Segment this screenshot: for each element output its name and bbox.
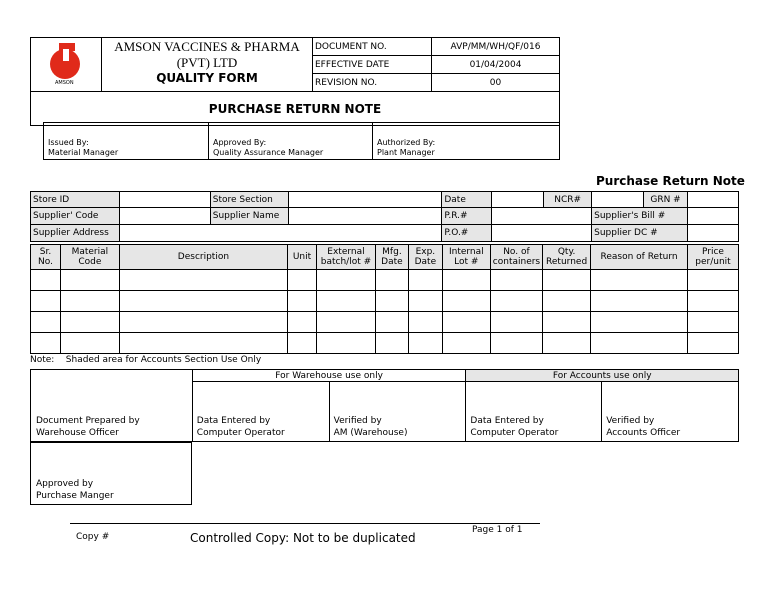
table-cell[interactable] xyxy=(543,312,591,333)
column-header-line: batch/lot # xyxy=(320,257,372,267)
column-header-line: containers xyxy=(492,257,541,267)
column-header xyxy=(375,245,408,270)
authorized-by-value: Plant Manager xyxy=(377,148,435,157)
table-cell[interactable] xyxy=(316,312,375,333)
supplier-code-input[interactable] xyxy=(119,208,210,225)
revision-value: 00 xyxy=(432,74,560,92)
logo-text: AMSON xyxy=(55,80,74,86)
table-cell[interactable] xyxy=(591,333,688,354)
page-number: Page 1 of 1 xyxy=(472,525,523,535)
footer-line xyxy=(70,523,540,524)
supplier-dc-label: Supplier DC # xyxy=(592,225,688,242)
data-entered-cell xyxy=(192,382,329,442)
issued-by-label: Issued By: xyxy=(48,138,89,147)
po-label: P.O.# xyxy=(442,225,492,242)
table-cell[interactable] xyxy=(288,312,317,333)
supplier-name-label: Supplier Name xyxy=(210,208,288,225)
table-row xyxy=(31,333,739,354)
column-header xyxy=(442,245,490,270)
table-cell[interactable] xyxy=(490,333,542,354)
pr-input[interactable] xyxy=(492,208,592,225)
right-title: Purchase Return Note xyxy=(596,174,745,188)
column-header-line: Qty. xyxy=(557,247,576,257)
table-cell[interactable] xyxy=(591,312,688,333)
column-header xyxy=(31,245,61,270)
table-cell[interactable] xyxy=(442,291,490,312)
table-cell[interactable] xyxy=(119,312,287,333)
date-label: Date xyxy=(442,192,492,208)
effective-date-value: 01/04/2004 xyxy=(432,56,560,74)
column-header-line: Code xyxy=(78,257,102,267)
verified-am-label: Verified by xyxy=(333,416,382,426)
table-cell[interactable] xyxy=(543,270,591,291)
column-header-line: External xyxy=(327,247,365,257)
issued-by-value: Material Manager xyxy=(48,148,119,157)
ncr-label: NCR# xyxy=(544,192,592,208)
column-header xyxy=(543,245,591,270)
form-title: PURCHASE RETURN NOTE xyxy=(31,92,560,126)
column-header-line: Date xyxy=(414,257,437,267)
table-cell[interactable] xyxy=(119,333,287,354)
logo-cell xyxy=(31,38,102,92)
approved-by-label: Approved By: xyxy=(213,138,267,147)
table-cell[interactable] xyxy=(60,312,119,333)
date-input[interactable] xyxy=(492,192,544,208)
table-cell[interactable] xyxy=(591,291,688,312)
column-header xyxy=(60,245,119,270)
column-header-line: Reason of Return xyxy=(600,252,678,262)
approved-by-box xyxy=(30,442,192,505)
table-cell[interactable] xyxy=(31,270,61,291)
acc-verified-role: Accounts Officer xyxy=(606,428,681,438)
supplier-address-label: Supplier Address xyxy=(31,225,120,242)
store-id-label: Store ID xyxy=(31,192,120,208)
column-header-line: Returned xyxy=(546,257,588,267)
table-cell[interactable] xyxy=(490,312,542,333)
table-cell[interactable] xyxy=(288,333,317,354)
data-entered-role: Computer Operator xyxy=(196,428,285,438)
doc-no-value: AVP/MM/WH/QF/016 xyxy=(432,38,560,56)
table-cell[interactable] xyxy=(119,270,287,291)
verified-am-cell xyxy=(329,382,466,442)
table-row xyxy=(31,291,739,312)
table-cell[interactable] xyxy=(591,270,688,291)
items-table xyxy=(30,244,739,354)
company-name-line1: AMSON VACCINES & PHARMA xyxy=(114,39,300,54)
supplier-name-input[interactable] xyxy=(288,208,442,225)
table-cell[interactable] xyxy=(543,291,591,312)
table-cell[interactable] xyxy=(688,312,739,333)
column-header-line: Sr. xyxy=(39,247,52,257)
revision-label: REVISION NO. xyxy=(313,74,432,92)
table-cell[interactable] xyxy=(442,333,490,354)
copy-number-label: Copy # xyxy=(76,532,110,542)
acc-data-entered-cell xyxy=(466,382,602,442)
table-cell[interactable] xyxy=(688,270,739,291)
column-header-line: Lot # xyxy=(454,257,479,267)
items-header-row xyxy=(31,245,739,270)
store-section-label: Store Section xyxy=(210,192,288,208)
table-cell[interactable] xyxy=(31,291,61,312)
table-cell[interactable] xyxy=(408,291,442,312)
column-header xyxy=(688,245,739,270)
acc-verified-label: Verified by xyxy=(606,416,655,426)
grn-input[interactable] xyxy=(688,192,739,208)
column-header xyxy=(119,245,287,270)
accounts-use-header: For Accounts use only xyxy=(466,370,739,382)
prepared-by-role: Warehouse Officer xyxy=(36,428,119,438)
table-cell[interactable] xyxy=(442,270,490,291)
store-section-input[interactable] xyxy=(288,192,442,208)
approved-by-cell xyxy=(209,123,373,160)
table-cell[interactable] xyxy=(408,312,442,333)
authorized-by-label: Authorized By: xyxy=(377,138,436,147)
table-cell[interactable] xyxy=(288,291,317,312)
column-header-line: per/unit xyxy=(695,257,731,267)
table-cell[interactable] xyxy=(490,291,542,312)
table-cell[interactable] xyxy=(688,291,739,312)
column-header-line: Price xyxy=(702,247,724,257)
data-entered-label: Data Entered by xyxy=(196,416,271,426)
supplier-dc-input[interactable] xyxy=(688,225,739,242)
table-row xyxy=(31,270,739,291)
effective-date-label: EFFECTIVE DATE xyxy=(313,56,432,74)
column-header-line: Unit xyxy=(292,252,312,262)
prepared-by-label: Document Prepared by xyxy=(36,416,140,426)
table-cell[interactable] xyxy=(543,333,591,354)
table-cell[interactable] xyxy=(119,291,287,312)
column-header xyxy=(408,245,442,270)
table-cell[interactable] xyxy=(408,333,442,354)
table-cell[interactable] xyxy=(408,270,442,291)
authority-table xyxy=(43,122,560,160)
acc-data-entered-label: Data Entered by xyxy=(470,416,544,426)
store-id-input[interactable] xyxy=(119,192,210,208)
table-cell[interactable] xyxy=(60,333,119,354)
acc-data-entered-role: Computer Operator xyxy=(470,428,559,438)
approved-by-purchase-label: Approved by xyxy=(36,479,94,489)
column-header xyxy=(316,245,375,270)
amson-logo-icon xyxy=(43,40,89,86)
table-cell[interactable] xyxy=(490,270,542,291)
controlled-copy-notice: Controlled Copy: Not to be duplicated xyxy=(190,531,416,545)
company-name-cell xyxy=(102,38,313,92)
table-cell[interactable] xyxy=(688,333,739,354)
company-name-line2: (PVT) LTD xyxy=(176,55,238,70)
table-cell[interactable] xyxy=(316,333,375,354)
column-header-line: Date xyxy=(381,257,403,267)
supplier-address-input[interactable] xyxy=(119,225,441,242)
acc-verified-cell xyxy=(602,382,739,442)
issued-by-cell xyxy=(44,123,209,160)
po-input[interactable] xyxy=(492,225,592,242)
table-cell[interactable] xyxy=(31,333,61,354)
quality-form-label: QUALITY FORM xyxy=(156,71,258,85)
column-header-line: No. of xyxy=(503,247,530,257)
authorized-by-cell xyxy=(373,123,560,160)
column-header-line: No. xyxy=(37,257,53,267)
supplier-code-label: Supplier' Code xyxy=(31,208,120,225)
approved-by-purchase-role: Purchase Manger xyxy=(36,491,114,501)
table-cell[interactable] xyxy=(31,312,61,333)
column-header xyxy=(591,245,688,270)
warehouse-use-header: For Warehouse use only xyxy=(192,370,466,382)
column-header-line: Mfg. xyxy=(382,247,402,257)
column-header-line: Description xyxy=(177,252,230,262)
signature-table xyxy=(30,369,739,442)
column-header xyxy=(490,245,542,270)
table-cell[interactable] xyxy=(375,270,408,291)
header-table xyxy=(30,37,560,126)
table-cell[interactable] xyxy=(60,270,119,291)
prepared-by-cell xyxy=(31,370,193,442)
table-row xyxy=(31,312,739,333)
suppliers-bill-label: Supplier's Bill # xyxy=(592,208,688,225)
table-cell[interactable] xyxy=(442,312,490,333)
suppliers-bill-input[interactable] xyxy=(688,208,739,225)
items-body xyxy=(31,270,739,354)
column-header-line: Exp. xyxy=(415,247,436,257)
pr-label: P.R.# xyxy=(442,208,492,225)
table-cell[interactable] xyxy=(60,291,119,312)
table-cell[interactable] xyxy=(375,291,408,312)
column-header-line: Internal xyxy=(448,247,484,257)
verified-am-role: AM (Warehouse) xyxy=(333,428,408,438)
grn-label: GRN # xyxy=(644,192,688,208)
table-cell[interactable] xyxy=(375,312,408,333)
doc-no-label: DOCUMENT NO. xyxy=(313,38,432,56)
table-cell[interactable] xyxy=(288,270,317,291)
table-cell[interactable] xyxy=(316,291,375,312)
ncr-input[interactable] xyxy=(592,192,644,208)
info-table xyxy=(30,191,739,242)
column-header-line: Material xyxy=(71,247,109,257)
table-cell[interactable] xyxy=(316,270,375,291)
approved-by-value: Quality Assurance Manager xyxy=(213,148,324,157)
shading-note: Note: Shaded area for Accounts Section Use Only xyxy=(30,355,262,365)
column-header xyxy=(288,245,317,270)
table-cell[interactable] xyxy=(375,333,408,354)
